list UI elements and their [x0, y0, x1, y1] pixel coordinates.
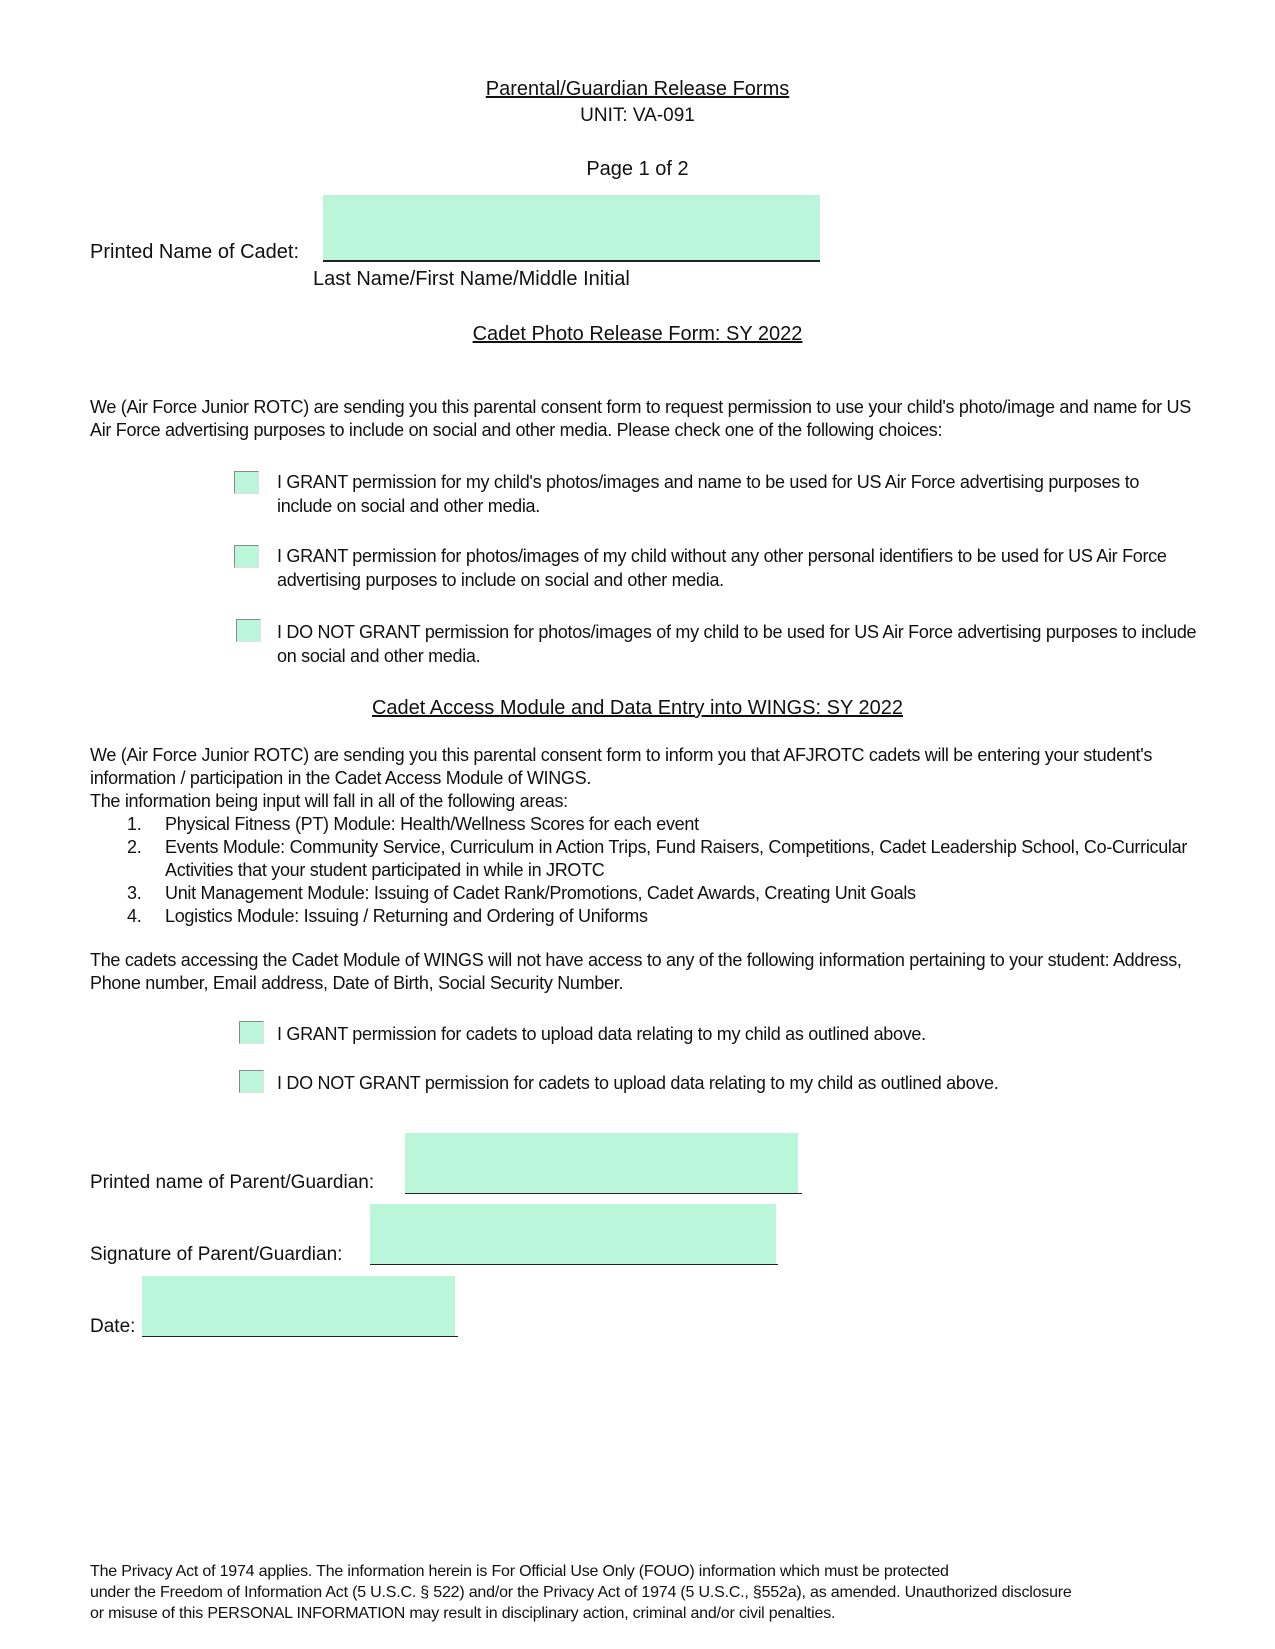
- privacy-line-1: The Privacy Act of 1974 applies. The information herein is For Official Use Only (FOUO) information which must be protected: [90, 1563, 949, 1580]
- parent-name-label: Printed name of Parent/Guardian:: [90, 1172, 375, 1193]
- privacy-footer: [90, 1561, 1220, 1624]
- cadet-name-underline: [323, 260, 820, 262]
- privacy-line-3: or misuse of this PERSONAL INFORMATION may result in disciplinary action, criminal and/or civil penalties.: [90, 1605, 836, 1622]
- date-label: Date:: [90, 1316, 136, 1337]
- date-underline: [142, 1336, 458, 1337]
- photo-deny-label: I DO NOT GRANT permission for photos/images of my child to be used for US Air Force advertising purposes to include on social and other media.: [277, 622, 1197, 666]
- list-number: 1.: [127, 814, 142, 834]
- unit-label: UNIT: VA-091: [580, 105, 695, 126]
- list-item: [127, 882, 1207, 905]
- page-number: Page 1 of 2: [586, 158, 689, 180]
- list-item: [127, 836, 1207, 882]
- list-text: Events Module: Community Service, Curriculum in Action Trips, Fund Raisers, Competitions, Cadet Leadership School, Co-Curricular Activities that your student participated in while in JROTC: [165, 837, 1188, 880]
- list-text: Logistics Module: Issuing / Returning and Ordering of Uniforms: [165, 906, 648, 926]
- privacy-line-2: under the Freedom of Information Act (5 U.S.C. § 522) and/or the Privacy Act of 1974 (5 U.S.C., §552a), as amended. Unauthorized disclosure: [90, 1584, 1072, 1601]
- date-field[interactable]: [142, 1276, 455, 1336]
- wings-section-heading: Cadet Access Module and Data Entry into WINGS: SY 2022: [371, 697, 903, 719]
- list-number: 3.: [127, 883, 142, 903]
- photo-section-heading: Cadet Photo Release Form: SY 2022: [472, 323, 803, 345]
- photo-grant-anon-checkbox[interactable]: [234, 545, 259, 568]
- list-item: [127, 905, 1207, 928]
- photo-section-intro: We (Air Force Junior ROTC) are sending you this parental consent form to request permission to use your child's photo/image and name for US Air Force advertising purposes to include on social and other media. Please check one of the following choices:: [90, 397, 1191, 440]
- photo-grant-anon-label: I GRANT permission for photos/images of my child without any other personal identifiers to be used for US Air Force advertising purposes to include on social and other media.: [277, 546, 1167, 590]
- list-number: 2.: [127, 837, 142, 857]
- list-item: [127, 813, 1207, 836]
- list-text: Unit Management Module: Issuing of Cadet Rank/Promotions, Cadet Awards, Creating Unit Goals: [165, 883, 916, 903]
- wings-grant-label: I GRANT permission for cadets to upload data relating to my child as outlined above.: [277, 1024, 926, 1044]
- parent-signature-field[interactable]: [370, 1204, 776, 1264]
- parent-name-underline: [405, 1193, 802, 1194]
- form-title: Parental/Guardian Release Forms: [485, 78, 790, 100]
- photo-grant-name-label: I GRANT permission for my child's photos/images and name to be used for US Air Force advertising purposes to include on social and other media.: [277, 472, 1140, 516]
- wings-section-intro: We (Air Force Junior ROTC) are sending you this parental consent form to inform you that AFJROTC cadets will be entering your student's information / participation in the Cadet Access Module of WINGS.: [90, 745, 1153, 788]
- list-text: Physical Fitness (PT) Module: Health/Wellness Scores for each event: [165, 814, 699, 834]
- cadet-name-caption: Last Name/First Name/Middle Initial: [313, 268, 630, 290]
- parent-signature-underline: [370, 1264, 778, 1265]
- wings-deny-label: I DO NOT GRANT permission for cadets to upload data relating to my child as outlined above.: [277, 1073, 999, 1093]
- photo-deny-checkbox[interactable]: [236, 619, 261, 642]
- wings-access-note: The cadets accessing the Cadet Module of WINGS will not have access to any of the following information pertaining to your student: Address, Phone number, Email address, Date of Birth, Social Security Number.: [90, 950, 1182, 993]
- parent-name-field[interactable]: [405, 1133, 798, 1193]
- list-number: 4.: [127, 906, 142, 926]
- photo-grant-name-checkbox[interactable]: [234, 471, 259, 494]
- wings-deny-checkbox[interactable]: [239, 1070, 264, 1093]
- cadet-name-field[interactable]: [323, 195, 820, 261]
- wings-section-intro2: The information being input will fall in all of the following areas:: [90, 791, 568, 811]
- parent-signature-label: Signature of Parent/Guardian:: [90, 1244, 343, 1265]
- wings-module-list: [127, 813, 1207, 928]
- cadet-name-label: Printed Name of Cadet:: [90, 241, 299, 263]
- wings-grant-checkbox[interactable]: [239, 1021, 264, 1044]
